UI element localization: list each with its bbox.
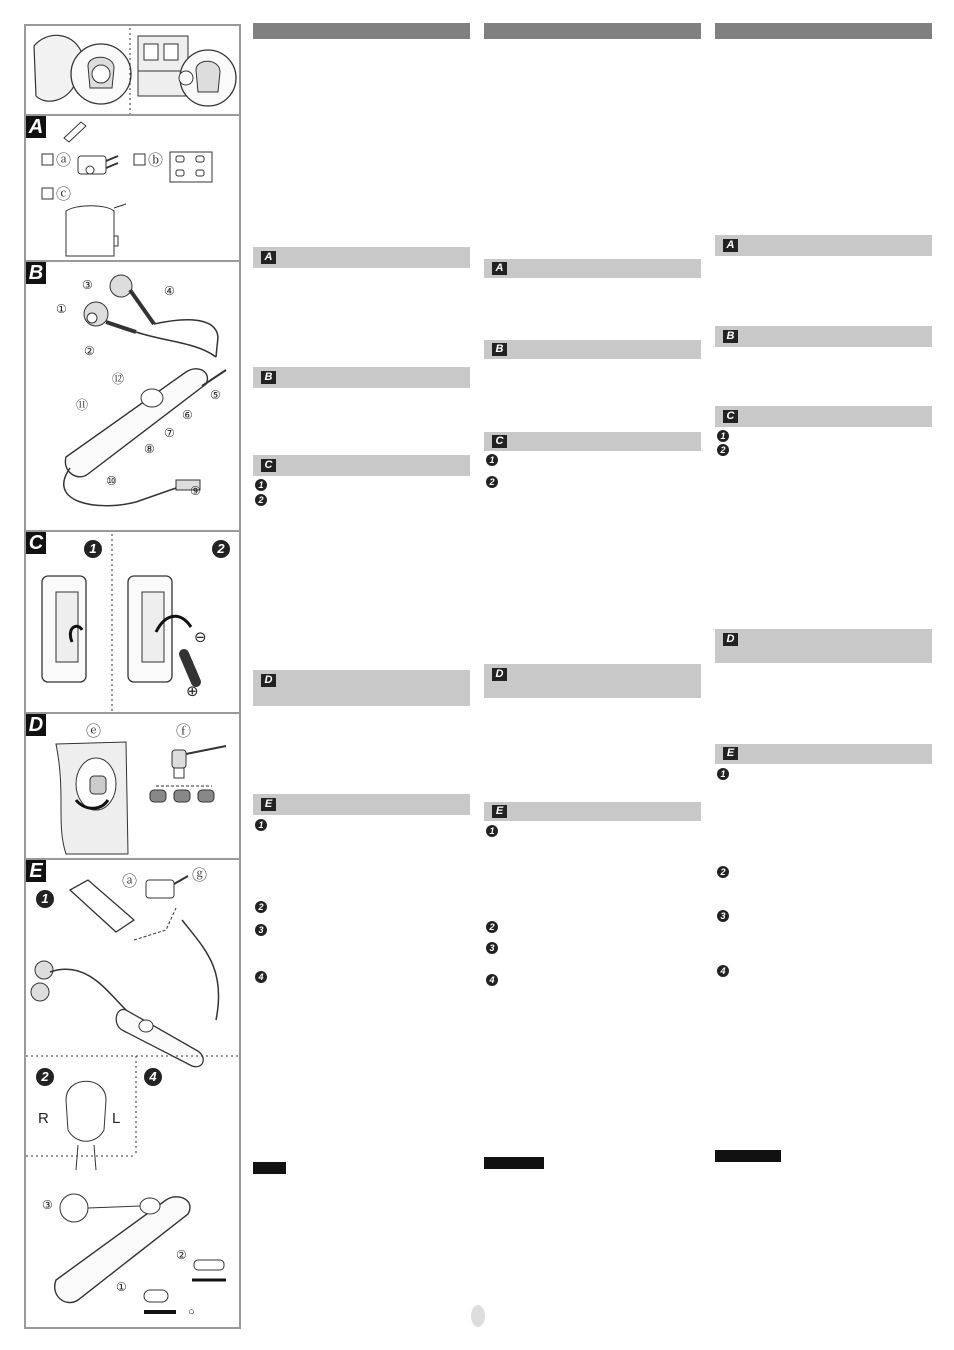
section-tag: C <box>723 410 738 423</box>
section-tag: C <box>492 435 507 448</box>
step-badge: 4 <box>486 974 498 986</box>
section-a-heading <box>253 247 470 268</box>
section-c-heading <box>484 432 701 451</box>
connect-mark-a: ⓐ <box>122 872 138 890</box>
part-9: ⑨ <box>190 484 201 498</box>
section-e-heading <box>253 794 470 815</box>
battery-step-2: 2 <box>212 540 230 558</box>
section-d-heading <box>253 670 470 706</box>
panel-b <box>26 262 239 532</box>
section-b-heading <box>715 326 932 347</box>
section-a-heading <box>484 259 701 278</box>
section-e-heading <box>484 802 701 821</box>
section-tag: B <box>723 330 738 343</box>
section-tag: D <box>492 668 507 681</box>
part-4: ④ <box>164 284 175 298</box>
part-8: ⑧ <box>144 442 155 456</box>
step-badge: 1 <box>717 768 729 780</box>
step-badge: 2 <box>255 494 267 506</box>
step-badge: 3 <box>717 910 729 922</box>
panel-c-label: C <box>26 532 46 554</box>
step-badge: 3 <box>255 924 267 936</box>
step-badge: 2 <box>486 921 498 933</box>
step-badge: 2 <box>255 901 267 913</box>
ear-step-2: 2 <box>36 1068 54 1086</box>
control-mark-2: ② <box>176 1248 187 1262</box>
page-number-marker <box>471 1305 485 1327</box>
section-tag: A <box>492 262 507 275</box>
column-header-bar <box>484 23 701 39</box>
ear-side-right: R <box>38 1110 49 1127</box>
section-d-heading <box>715 629 932 663</box>
ear-step-4: 4 <box>144 1068 162 1086</box>
section-tag: E <box>261 798 276 811</box>
polarity-minus: ⊖ <box>194 628 207 646</box>
part-1: ① <box>56 302 67 316</box>
note-block <box>715 1150 781 1162</box>
note-block <box>484 1157 544 1169</box>
step-badge: 1 <box>255 819 267 831</box>
panel-a-label: A <box>26 116 46 138</box>
usage-illustration-panel <box>26 26 239 116</box>
section-a-heading <box>715 235 932 256</box>
section-e-heading <box>715 744 932 764</box>
step-badge: 1 <box>486 454 498 466</box>
panel-a <box>26 116 239 262</box>
fit-mark-e: ⓔ <box>86 722 102 740</box>
section-tag: E <box>492 805 507 818</box>
connection-drawing <box>26 860 239 1329</box>
step-badge: 4 <box>255 971 267 983</box>
section-tag: B <box>261 371 276 384</box>
control-mark-1: ① <box>116 1280 127 1294</box>
step-badge: 1 <box>486 825 498 837</box>
connect-step-1: 1 <box>36 890 54 908</box>
section-b-heading <box>253 367 470 388</box>
step-badge: 3 <box>486 942 498 954</box>
accessory-mark-b: ⓑ <box>148 151 164 169</box>
ear-side-left: L <box>112 1110 121 1127</box>
section-b-heading <box>484 340 701 359</box>
control-mark-3: ③ <box>42 1198 53 1212</box>
accessory-mark-a: ⓐ <box>56 151 72 169</box>
step-badge: 4 <box>717 965 729 977</box>
section-tag: A <box>261 251 276 264</box>
section-tag: B <box>492 343 507 356</box>
off-mark: ○ <box>188 1306 195 1318</box>
fit-mark-f: ⓕ <box>176 722 192 740</box>
step-badge: 2 <box>717 444 729 456</box>
part-7: ⑦ <box>164 426 175 440</box>
section-tag: D <box>261 674 276 687</box>
panel-e <box>26 860 239 1329</box>
part-3: ③ <box>82 278 93 292</box>
panel-d <box>26 714 239 860</box>
column-header-bar <box>715 23 932 39</box>
part-12: ⑫ <box>112 372 125 386</box>
polarity-plus: ⊕ <box>186 682 199 700</box>
step-badge: 1 <box>255 479 267 491</box>
panel-b-label: B <box>26 262 46 284</box>
note-block <box>253 1162 286 1174</box>
connect-mark-g: ⓖ <box>192 866 208 884</box>
part-6: ⑥ <box>182 408 193 422</box>
usage-illustration <box>26 26 239 116</box>
figure-column <box>24 24 241 1329</box>
battery-step-1: 1 <box>84 540 102 558</box>
column-header-bar <box>253 23 470 39</box>
section-tag: A <box>723 239 738 252</box>
fit-drawing <box>26 714 239 860</box>
section-tag: D <box>723 633 738 646</box>
section-tag: C <box>261 459 276 472</box>
panel-c <box>26 532 239 714</box>
section-tag: E <box>723 747 738 760</box>
step-badge: 2 <box>717 866 729 878</box>
step-badge: 1 <box>717 430 729 442</box>
accessory-mark-c: ⓒ <box>56 185 72 203</box>
part-10: ⑩ <box>106 474 117 488</box>
part-2: ② <box>84 344 95 358</box>
battery-drawing <box>26 532 239 714</box>
panel-d-label: D <box>26 714 46 736</box>
section-c-heading <box>253 455 470 476</box>
part-11: ⑪ <box>76 398 89 412</box>
part-5: ⑤ <box>210 388 221 402</box>
section-d-heading <box>484 664 701 698</box>
step-badge: 2 <box>486 476 498 488</box>
section-c-heading <box>715 406 932 427</box>
panel-e-label: E <box>26 860 46 882</box>
